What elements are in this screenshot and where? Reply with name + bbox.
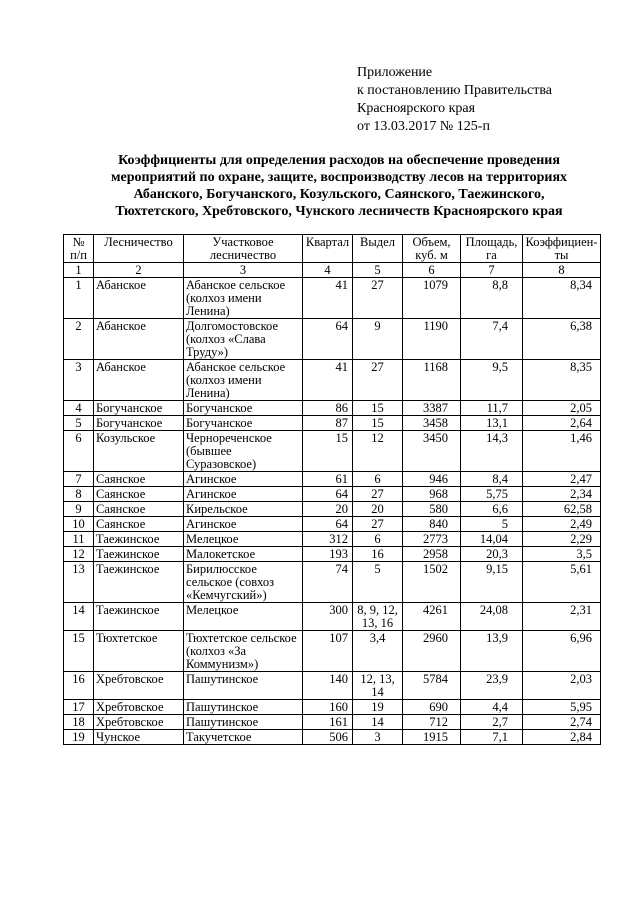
- coefficient-cell: 6,96: [523, 631, 601, 672]
- table-row: [64, 472, 601, 487]
- coefficient-cell: 3,5: [523, 547, 601, 562]
- allotment-cell: 3: [353, 730, 403, 745]
- forestry-name-cell: Таежинское: [94, 603, 184, 631]
- allotment-cell: 6: [353, 532, 403, 547]
- table-row: [64, 603, 601, 631]
- allotment-cell: 15: [353, 416, 403, 431]
- quarter-cell: 20: [303, 502, 353, 517]
- table-row: [64, 547, 601, 562]
- coefficient-cell: 2,49: [523, 517, 601, 532]
- area-cell: 13,1: [461, 416, 523, 431]
- area-cell: 7,1: [461, 730, 523, 745]
- allotment-cell: 20: [353, 502, 403, 517]
- volume-cell: 5784: [403, 672, 461, 700]
- table-row: [64, 431, 601, 472]
- allotment-cell: 15: [353, 401, 403, 416]
- district-forestry-cell: Такучетское: [184, 730, 303, 745]
- row-number-cell: 10: [64, 517, 94, 532]
- title-line: Тюхтетского, Хребтовского, Чунского лесничеств Красноярского края: [115, 204, 563, 219]
- table-row: [64, 360, 601, 401]
- header-cell: Объем, куб. м: [403, 235, 461, 263]
- district-forestry-cell: Богучанское: [184, 401, 303, 416]
- coefficient-cell: 1,46: [523, 431, 601, 472]
- forestry-name-cell: Козульское: [94, 431, 184, 472]
- volume-cell: 2960: [403, 631, 461, 672]
- row-number-cell: 7: [64, 472, 94, 487]
- quarter-cell: 87: [303, 416, 353, 431]
- volume-cell: 580: [403, 502, 461, 517]
- forestry-name-cell: Абанское: [94, 319, 184, 360]
- forestry-name-cell: Чунское: [94, 730, 184, 745]
- allotment-cell: 27: [353, 487, 403, 502]
- allotment-cell: 12: [353, 431, 403, 472]
- forestry-name-cell: Богучанское: [94, 401, 184, 416]
- header-cell: Лесничество: [94, 235, 184, 263]
- header-cell: № п/п: [64, 235, 94, 263]
- appendix-line: Красноярского края: [357, 101, 476, 116]
- table-row: [64, 730, 601, 745]
- column-number: 5: [353, 263, 403, 278]
- forestry-name-cell: Хребтовское: [94, 715, 184, 730]
- column-number: 8: [523, 263, 601, 278]
- header-cell: Квартал: [303, 235, 353, 263]
- column-number: 6: [403, 263, 461, 278]
- district-forestry-cell: Мелецкое: [184, 603, 303, 631]
- column-number: 3: [184, 263, 303, 278]
- volume-cell: 3387: [403, 401, 461, 416]
- allotment-cell: 19: [353, 700, 403, 715]
- coefficient-cell: 62,58: [523, 502, 601, 517]
- forestry-name-cell: Богучанское: [94, 416, 184, 431]
- coefficient-cell: 2,84: [523, 730, 601, 745]
- forestry-name-cell: Таежинское: [94, 547, 184, 562]
- title-line: Коэффициенты для определения расходов на обеспечение проведения: [118, 153, 560, 168]
- volume-cell: 840: [403, 517, 461, 532]
- quarter-cell: 300: [303, 603, 353, 631]
- forestry-name-cell: Саянское: [94, 502, 184, 517]
- allotment-cell: 12, 13, 14: [353, 672, 403, 700]
- table-row: [64, 672, 601, 700]
- quarter-cell: 64: [303, 487, 353, 502]
- area-cell: 14,04: [461, 532, 523, 547]
- area-cell: 5: [461, 517, 523, 532]
- quarter-cell: 61: [303, 472, 353, 487]
- row-number-cell: 3: [64, 360, 94, 401]
- allotment-cell: 8, 9, 12, 13, 16: [353, 603, 403, 631]
- allotment-cell: 6: [353, 472, 403, 487]
- header-cell: Выдел: [353, 235, 403, 263]
- row-number-cell: 4: [64, 401, 94, 416]
- quarter-cell: 41: [303, 360, 353, 401]
- table-row: [64, 487, 601, 502]
- volume-cell: 712: [403, 715, 461, 730]
- allotment-cell: 9: [353, 319, 403, 360]
- area-cell: 20,3: [461, 547, 523, 562]
- row-number-cell: 9: [64, 502, 94, 517]
- area-cell: 14,3: [461, 431, 523, 472]
- area-cell: 2,7: [461, 715, 523, 730]
- row-number-cell: 11: [64, 532, 94, 547]
- district-forestry-cell: Тюхтетское сельское (колхоз «За Коммунизм»): [184, 631, 303, 672]
- column-number: 7: [461, 263, 523, 278]
- table-row: [64, 700, 601, 715]
- area-cell: 24,08: [461, 603, 523, 631]
- forestry-name-cell: Хребтовское: [94, 700, 184, 715]
- area-cell: 4,4: [461, 700, 523, 715]
- appendix-line: от 13.03.2017 № 125-п: [357, 119, 490, 134]
- area-cell: 23,9: [461, 672, 523, 700]
- forestry-name-cell: Абанское: [94, 278, 184, 319]
- title-line: Абанского, Богучанского, Козульского, Саянского, Таежинского,: [133, 187, 545, 202]
- district-forestry-cell: Малокетское: [184, 547, 303, 562]
- quarter-cell: 107: [303, 631, 353, 672]
- allotment-cell: 27: [353, 517, 403, 532]
- volume-cell: 1915: [403, 730, 461, 745]
- allotment-cell: 16: [353, 547, 403, 562]
- row-number-cell: 15: [64, 631, 94, 672]
- volume-cell: 1502: [403, 562, 461, 603]
- coefficient-cell: 5,95: [523, 700, 601, 715]
- quarter-cell: 86: [303, 401, 353, 416]
- appendix-block: [357, 64, 552, 136]
- district-forestry-cell: Кирельское: [184, 502, 303, 517]
- forestry-name-cell: Тюхтетское: [94, 631, 184, 672]
- row-number-cell: 6: [64, 431, 94, 472]
- quarter-cell: 140: [303, 672, 353, 700]
- table-row: [64, 416, 601, 431]
- quarter-cell: 64: [303, 517, 353, 532]
- row-number-cell: 2: [64, 319, 94, 360]
- row-number-cell: 18: [64, 715, 94, 730]
- volume-cell: 2958: [403, 547, 461, 562]
- forestry-name-cell: Саянское: [94, 517, 184, 532]
- area-cell: 11,7: [461, 401, 523, 416]
- district-forestry-cell: Пашутинское: [184, 715, 303, 730]
- quarter-cell: 161: [303, 715, 353, 730]
- table-header-row: [64, 235, 601, 263]
- coefficient-cell: 2,64: [523, 416, 601, 431]
- area-cell: 13,9: [461, 631, 523, 672]
- forestry-name-cell: Саянское: [94, 472, 184, 487]
- row-number-cell: 17: [64, 700, 94, 715]
- table-row: [64, 631, 601, 672]
- volume-cell: 3458: [403, 416, 461, 431]
- district-forestry-cell: Абанское сельское (колхоз имени Ленина): [184, 360, 303, 401]
- coefficient-cell: 2,03: [523, 672, 601, 700]
- coefficient-cell: 2,74: [523, 715, 601, 730]
- volume-cell: 968: [403, 487, 461, 502]
- volume-cell: 4261: [403, 603, 461, 631]
- district-forestry-cell: Пашутинское: [184, 672, 303, 700]
- document-title: [64, 152, 614, 220]
- area-cell: 6,6: [461, 502, 523, 517]
- allotment-cell: 3,4: [353, 631, 403, 672]
- quarter-cell: 506: [303, 730, 353, 745]
- column-number: 2: [94, 263, 184, 278]
- coefficient-cell: 8,35: [523, 360, 601, 401]
- coefficient-cell: 2,05: [523, 401, 601, 416]
- table-row: [64, 715, 601, 730]
- district-forestry-cell: Чернореченское (бывшее Суразовское): [184, 431, 303, 472]
- allotment-cell: 27: [353, 360, 403, 401]
- volume-cell: 690: [403, 700, 461, 715]
- volume-cell: 1079: [403, 278, 461, 319]
- column-number: 4: [303, 263, 353, 278]
- volume-cell: 1190: [403, 319, 461, 360]
- volume-cell: 946: [403, 472, 461, 487]
- forestry-name-cell: Хребтовское: [94, 672, 184, 700]
- coefficients-table: [63, 234, 601, 745]
- coefficient-cell: 5,61: [523, 562, 601, 603]
- table-row: [64, 502, 601, 517]
- area-cell: 8,8: [461, 278, 523, 319]
- district-forestry-cell: Богучанское: [184, 416, 303, 431]
- row-number-cell: 19: [64, 730, 94, 745]
- district-forestry-cell: Абанское сельское (колхоз имени Ленина): [184, 278, 303, 319]
- table-row: [64, 401, 601, 416]
- table-row: [64, 517, 601, 532]
- column-number-row: [64, 263, 601, 278]
- row-number-cell: 14: [64, 603, 94, 631]
- area-cell: 9,5: [461, 360, 523, 401]
- title-line: мероприятий по охране, защите, воспроизводству лесов на территориях: [110, 170, 568, 185]
- row-number-cell: 12: [64, 547, 94, 562]
- quarter-cell: 160: [303, 700, 353, 715]
- area-cell: 5,75: [461, 487, 523, 502]
- table-body: [64, 278, 601, 745]
- header-cell: Коэффициен-ты: [523, 235, 601, 263]
- district-forestry-cell: Агинское: [184, 517, 303, 532]
- area-cell: 9,15: [461, 562, 523, 603]
- district-forestry-cell: Агинское: [184, 472, 303, 487]
- district-forestry-cell: Долгомостовское (колхоз «Слава Труду»): [184, 319, 303, 360]
- volume-cell: 1168: [403, 360, 461, 401]
- table-row: [64, 319, 601, 360]
- allotment-cell: 14: [353, 715, 403, 730]
- coefficient-cell: 2,34: [523, 487, 601, 502]
- table-row: [64, 532, 601, 547]
- allotment-cell: 27: [353, 278, 403, 319]
- appendix-line: Приложение: [357, 65, 433, 80]
- coefficient-cell: 8,34: [523, 278, 601, 319]
- row-number-cell: 1: [64, 278, 94, 319]
- table-row: [64, 562, 601, 603]
- allotment-cell: 5: [353, 562, 403, 603]
- header-cell: Участковое лесничество: [184, 235, 303, 263]
- table-row: [64, 278, 601, 319]
- district-forestry-cell: Пашутинское: [184, 700, 303, 715]
- column-number: 1: [64, 263, 94, 278]
- quarter-cell: 15: [303, 431, 353, 472]
- forestry-name-cell: Саянское: [94, 487, 184, 502]
- forestry-name-cell: Таежинское: [94, 532, 184, 547]
- volume-cell: 3450: [403, 431, 461, 472]
- area-cell: 7,4: [461, 319, 523, 360]
- district-forestry-cell: Мелецкое: [184, 532, 303, 547]
- district-forestry-cell: Агинское: [184, 487, 303, 502]
- volume-cell: 2773: [403, 532, 461, 547]
- quarter-cell: 312: [303, 532, 353, 547]
- coefficient-cell: 2,29: [523, 532, 601, 547]
- forestry-name-cell: Таежинское: [94, 562, 184, 603]
- quarter-cell: 41: [303, 278, 353, 319]
- quarter-cell: 64: [303, 319, 353, 360]
- appendix-line: к постановлению Правительства: [357, 83, 553, 98]
- district-forestry-cell: Бирилюсское сельское (совхоз «Кемчугский»): [184, 562, 303, 603]
- row-number-cell: 16: [64, 672, 94, 700]
- row-number-cell: 5: [64, 416, 94, 431]
- row-number-cell: 13: [64, 562, 94, 603]
- coefficient-cell: 6,38: [523, 319, 601, 360]
- quarter-cell: 193: [303, 547, 353, 562]
- area-cell: 8,4: [461, 472, 523, 487]
- coefficient-cell: 2,47: [523, 472, 601, 487]
- quarter-cell: 74: [303, 562, 353, 603]
- row-number-cell: 8: [64, 487, 94, 502]
- header-cell: Площадь, га: [461, 235, 523, 263]
- forestry-name-cell: Абанское: [94, 360, 184, 401]
- coefficient-cell: 2,31: [523, 603, 601, 631]
